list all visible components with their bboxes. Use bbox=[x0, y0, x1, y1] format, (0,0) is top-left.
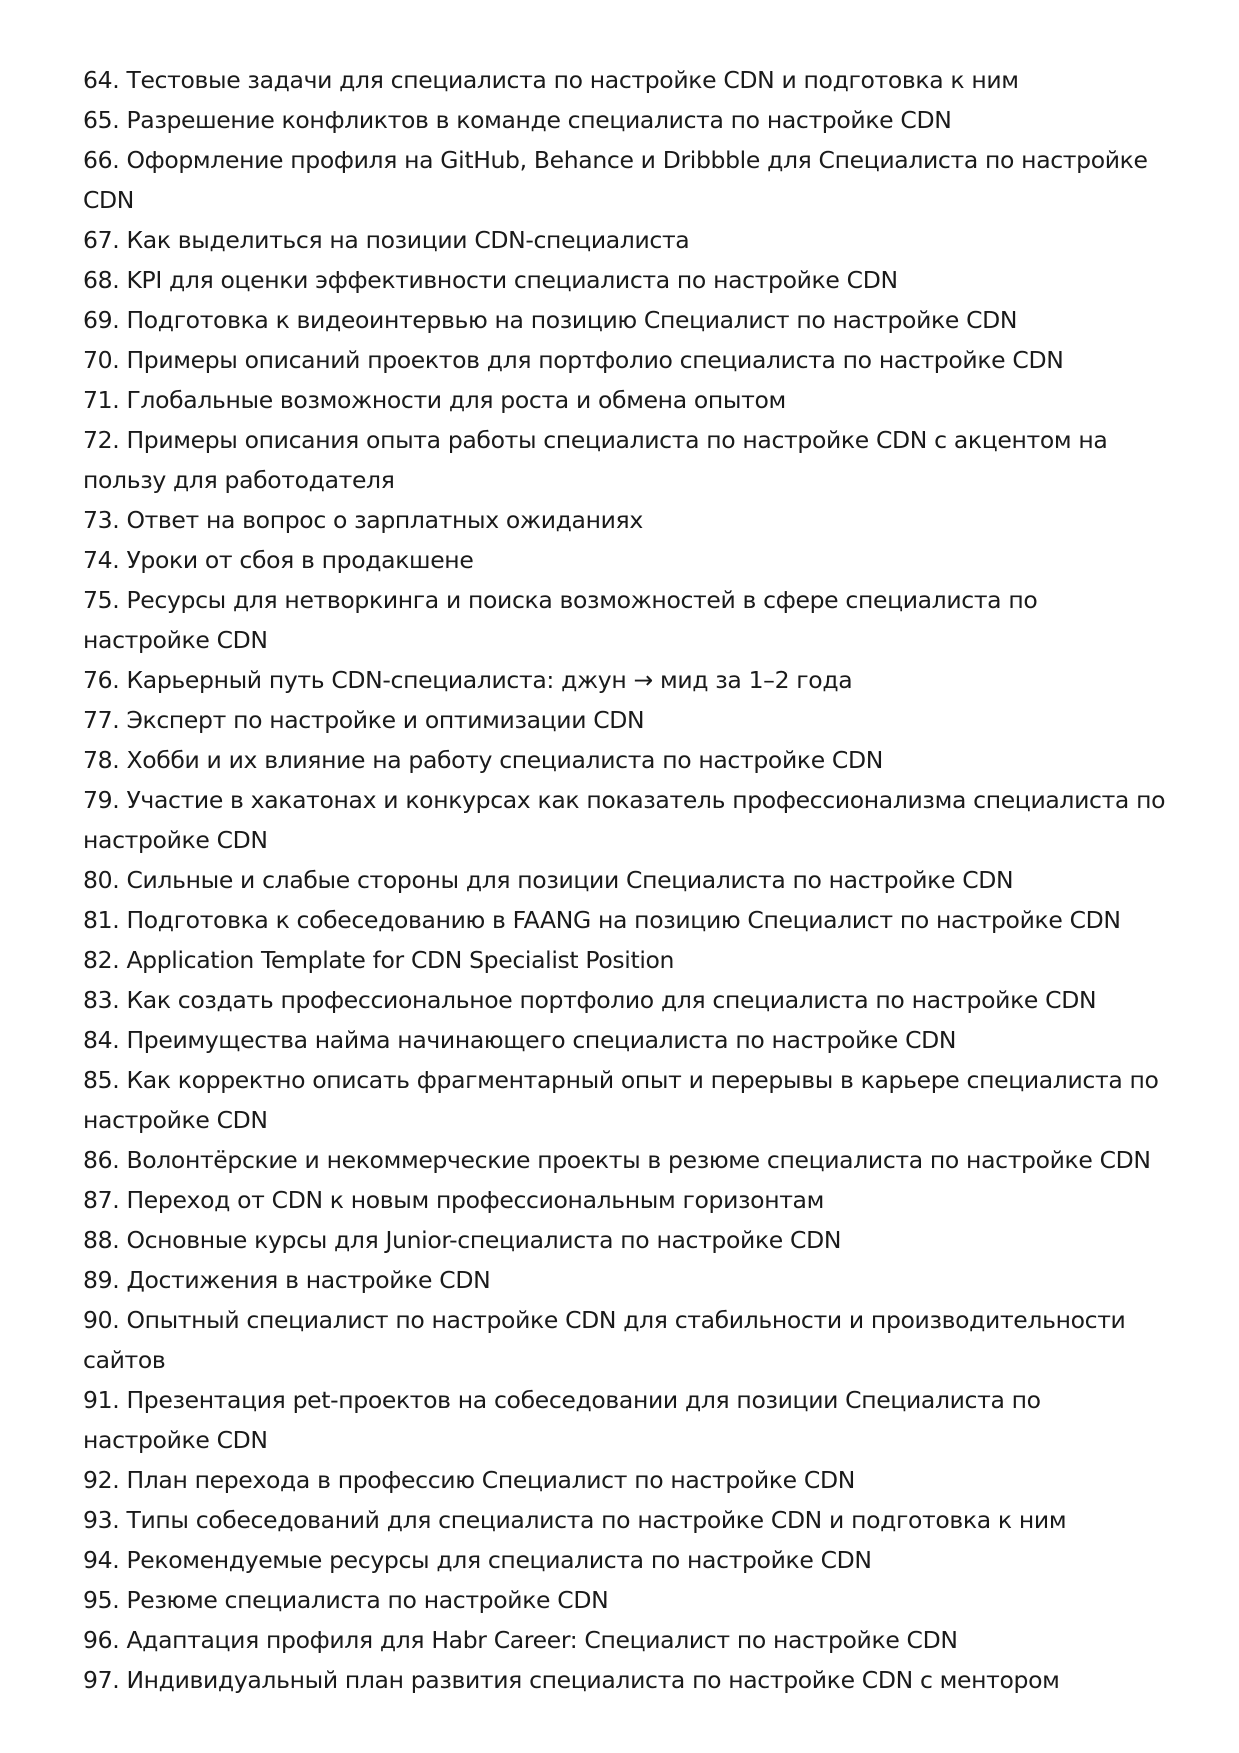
list-item: 64. Тестовые задачи для специалиста по настройке CDN и подготовка к ним bbox=[83, 66, 1019, 94]
list-item: 81. Подготовка к собеседованию в FAANG на позицию Специалист по настройке CDN bbox=[83, 906, 1121, 934]
list-item: 97. Индивидуальный план развития специалиста по настройке CDN с ментором bbox=[83, 1666, 1060, 1694]
list-item: 93. Типы собеседований для специалиста по настройке CDN и подготовка к ним bbox=[83, 1506, 1067, 1534]
list-item: 79. Участие в хакатонах и конкурсах как показатель профессионализма специалиста по настройке CDN bbox=[83, 786, 1166, 854]
list-item: 77. Эксперт по настройке и оптимизации CDN bbox=[83, 706, 645, 734]
list-item: 83. Как создать профессиональное портфолио для специалиста по настройке CDN bbox=[83, 986, 1097, 1014]
list-item: 70. Примеры описаний проектов для портфолио специалиста по настройке CDN bbox=[83, 346, 1064, 374]
list-item: 73. Ответ на вопрос о зарплатных ожиданиях bbox=[83, 506, 643, 534]
list-item: 69. Подготовка к видеоинтервью на позицию Специалист по настройке CDN bbox=[83, 306, 1018, 334]
list-item: 82. Application Template for CDN Specialist Position bbox=[83, 946, 675, 974]
list-item: 89. Достижения в настройке CDN bbox=[83, 1266, 491, 1294]
list-item: 66. Оформление профиля на GitHub, Behance и Dribbble для Специалиста по настройке CDN bbox=[83, 146, 1148, 214]
list-item: 80. Сильные и слабые стороны для позиции Специалиста по настройке CDN bbox=[83, 866, 1014, 894]
list-item: 87. Переход от CDN к новым профессиональным горизонтам bbox=[83, 1186, 824, 1214]
list-item: 96. Адаптация профиля для Habr Career: Специалист по настройке CDN bbox=[83, 1626, 958, 1654]
list-item: 76. Карьерный путь CDN-специалиста: джун → мид за 1–2 года bbox=[83, 666, 853, 694]
list-item: 75. Ресурсы для нетворкинга и поиска возможностей в сфере специалиста по настройке CDN bbox=[83, 586, 1038, 654]
list-item: 68. KPI для оценки эффективности специалиста по настройке CDN bbox=[83, 266, 898, 294]
list-item: 84. Преимущества найма начинающего специалиста по настройке CDN bbox=[83, 1026, 957, 1054]
list-item: 86. Волонтёрские и некоммерческие проекты в резюме специалиста по настройке CDN bbox=[83, 1146, 1151, 1174]
list-item: 91. Презентация pet-проектов на собеседовании для позиции Специалиста по настройке CDN bbox=[83, 1386, 1041, 1454]
list-item: 88. Основные курсы для Junior-специалиста по настройке CDN bbox=[83, 1226, 842, 1254]
list-item: 92. План перехода в профессию Специалист по настройке CDN bbox=[83, 1466, 855, 1494]
list-item: 74. Уроки от сбоя в продакшене bbox=[83, 546, 474, 574]
list-item: 71. Глобальные возможности для роста и обмена опытом bbox=[83, 386, 786, 414]
list-item: 72. Примеры описания опыта работы специалиста по настройке CDN с акцентом на пользу для работодателя bbox=[83, 426, 1108, 494]
topic-list bbox=[83, 60, 1169, 1700]
list-item: 85. Как корректно описать фрагментарный опыт и перерывы в карьере специалиста по настройке CDN bbox=[83, 1066, 1159, 1134]
list-item: 95. Резюме специалиста по настройке CDN bbox=[83, 1586, 609, 1614]
list-item: 94. Рекомендуемые ресурсы для специалиста по настройке CDN bbox=[83, 1546, 872, 1574]
list-item: 78. Хобби и их влияние на работу специалиста по настройке CDN bbox=[83, 746, 883, 774]
list-item: 90. Опытный специалист по настройке CDN для стабильности и производительности сайтов bbox=[83, 1306, 1126, 1374]
list-item: 67. Как выделиться на позиции CDN-специалиста bbox=[83, 226, 690, 254]
list-item: 65. Разрешение конфликтов в команде специалиста по настройке CDN bbox=[83, 106, 952, 134]
